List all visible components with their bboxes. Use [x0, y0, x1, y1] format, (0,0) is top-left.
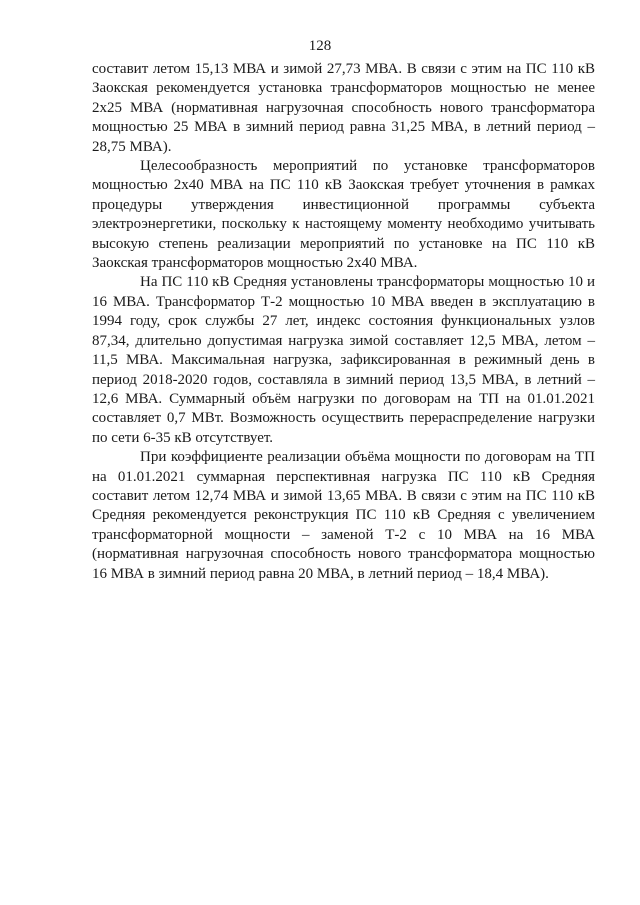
document-body: [92, 60, 595, 584]
paragraph-srednyaya-recommendation: При коэффициенте реализации объёма мощности по договорам на ТП на 01.01.2021 суммарная перспективная нагрузка ПС 110 кВ Средняя составит летом 12,74 МВА и зимой 13,65 МВА. В связи с этим на ПС 110 кВ Средняя рекомендуется реконструкция ПС 110 кВ Средняя с увеличением трансформаторной мощности – заменой Т-2 с 10 МВА на 16 МВА (нормативная нагрузочная способность нового трансформатора мощностью 16 МВА в зимний период равна 20 МВА, в летний период – 18,4 МВА).: [92, 449, 595, 582]
paragraph-continuation: составит летом 15,13 МВА и зимой 27,73 МВА. В связи с этим на ПС 110 кВ Заокская рекомендуется установка трансформаторов мощностью не менее 2х25 МВА (нормативная нагрузочная способность нового трансформатора мощностью 25 МВА в зимний период равна 31,25 МВА, в летний период – 28,75 МВА).: [92, 61, 595, 155]
paragraph-srednyaya-transformers: На ПС 110 кВ Средняя установлены трансформаторы мощностью 10 и 16 МВА. Трансформатор Т-2 мощностью 10 МВА введен в эксплуатацию в 1994 году, срок службы 27 лет, индекс состояния функциональных узлов 87,34, длительно допустимая нагрузка зимой составляет 12,5 МВА, летом – 11,5 МВА. Максимальная нагрузка, зафиксированная в режимный день в период 2018-2020 годов, составляла в зимний период 13,5 МВА, в летний – 12,6 МВА. Суммарный объём нагрузки по договорам на ТП на 01.01.2021 составляет 0,7 МВт. Возможность осуществить перераспределение нагрузки по сети 6-35 кВ отсутствует.: [92, 274, 595, 446]
paragraph-zaokskaya-feasibility: Целесообразность мероприятий по установке трансформаторов мощностью 2х40 МВА на ПС 110 кВ Заокская требует уточнения в рамках процедуры утверждения инвестиционной программы субъекта электроэнергетики, поскольку к настоящему моменту необходимо учитывать высокую степень реализации мероприятий по установке на ПС 110 кВ Заокская трансформаторов мощностью 2х40 МВА.: [92, 158, 595, 272]
page-number: 128: [308, 38, 332, 54]
